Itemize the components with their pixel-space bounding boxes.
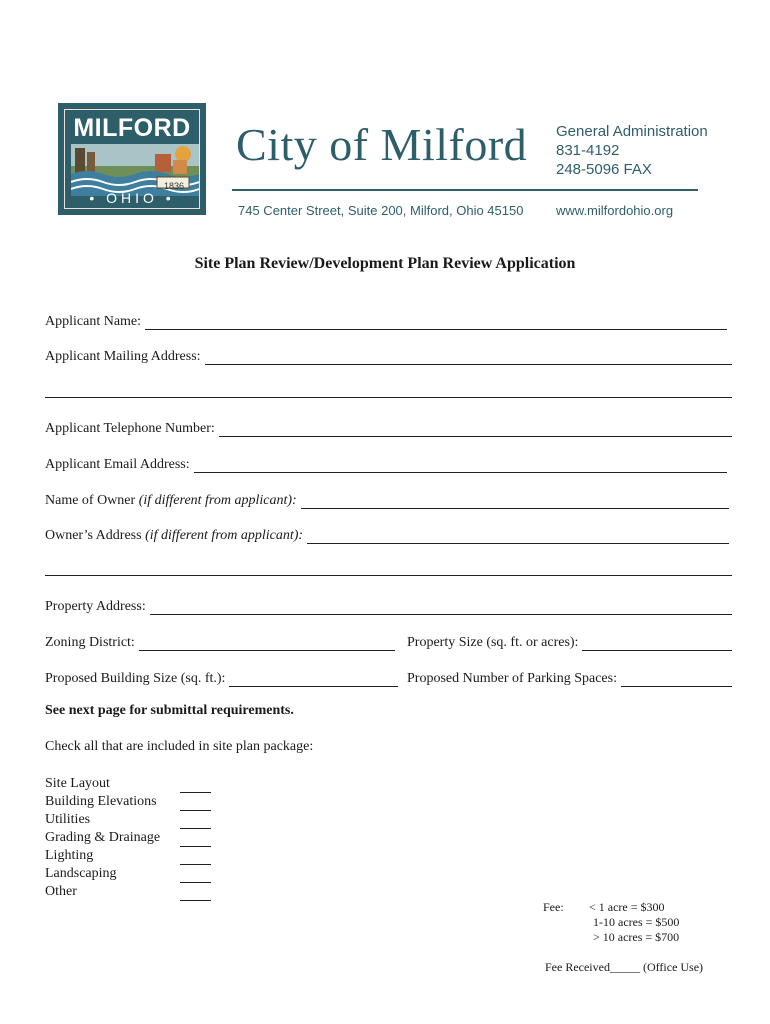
checklist-item-label: Grading & Drainage (45, 830, 161, 845)
property-size-label: Property Size (sq. ft. or acres): (407, 635, 579, 650)
checklist-item[interactable] (45, 883, 211, 901)
checklist-item[interactable] (45, 811, 211, 829)
applicant-name-field[interactable] (45, 312, 727, 330)
owner-address-field[interactable] (45, 526, 729, 544)
checklist-item-label: Lighting (45, 848, 94, 863)
fee-label: Fee: (543, 900, 564, 914)
city-name: City of Milford (236, 119, 528, 170)
owner-name-field[interactable] (45, 491, 729, 509)
building-size-line[interactable] (229, 672, 398, 687)
telephone-label: Applicant Telephone Number: (45, 421, 215, 436)
city-address: 745 Center Street, Suite 200, Milford, Ohio 45150 (238, 203, 524, 218)
fee-tier: < 1 acre = $300 (589, 900, 665, 914)
checklist-blank[interactable] (180, 888, 211, 901)
checklist-blank[interactable] (180, 780, 211, 793)
checklist-item-label: Other (45, 884, 77, 899)
building-size-field[interactable] (45, 669, 398, 687)
property-address-label: Property Address: (45, 599, 146, 614)
zoning-district-label: Zoning District: (45, 635, 135, 650)
applicant-name-label: Applicant Name: (45, 314, 142, 329)
checklist-item-label: Building Elevations (45, 794, 157, 809)
owner-name-line[interactable] (301, 494, 729, 509)
mailing-address-line[interactable] (205, 350, 732, 365)
logo-year: 1836 (163, 181, 185, 191)
fee-schedule (589, 900, 679, 945)
owner-address-line-2[interactable] (45, 575, 732, 576)
checklist (45, 775, 211, 901)
owner-name-label (45, 493, 297, 509)
fee-received: Fee Received_____ (Office Use) (545, 960, 704, 974)
owner-name-note: (if different from applicant): (138, 493, 297, 508)
logo-title: MILFORD (73, 114, 191, 142)
parking-spaces-line[interactable] (621, 672, 732, 687)
admin-contact (556, 122, 708, 179)
checklist-item-label: Utilities (45, 812, 91, 827)
owner-address-note: (if different from applicant): (145, 528, 304, 543)
property-size-line[interactable] (582, 636, 732, 651)
fee-tier: > 10 acres = $700 (593, 930, 680, 944)
owner-address-text: Owner’s Address (45, 528, 142, 543)
zoning-district-line[interactable] (139, 636, 395, 651)
owner-address-label (45, 528, 303, 544)
fee-tier: 1-10 acres = $500 (593, 915, 680, 929)
city-website: www.milfordohio.org (556, 203, 674, 218)
building-size-label: Proposed Building Size (sq. ft.): (45, 671, 226, 686)
checklist-blank[interactable] (180, 834, 211, 847)
zoning-district-field[interactable] (45, 633, 395, 651)
checklist-item[interactable] (45, 829, 211, 847)
checklist-item[interactable] (45, 847, 211, 865)
property-address-line[interactable] (150, 600, 732, 615)
checklist-intro: Check all that are included in site plan package: (45, 739, 314, 754)
property-size-field[interactable] (407, 633, 732, 651)
telephone-field[interactable] (45, 419, 732, 437)
checklist-item[interactable] (45, 865, 211, 883)
checklist-blank[interactable] (180, 870, 211, 883)
checklist-blank[interactable] (180, 816, 211, 829)
checklist-item-label: Site Layout (45, 776, 110, 791)
mailing-address-field[interactable] (45, 347, 732, 365)
admin-department: General Administration (556, 123, 708, 140)
applicant-name-line[interactable] (145, 315, 727, 330)
owner-name-text: Name of Owner (45, 493, 136, 508)
letterhead-divider (232, 189, 698, 191)
parking-spaces-field[interactable] (407, 669, 732, 687)
admin-fax: 248-5096 FAX (556, 161, 652, 178)
admin-phone: 831-4192 (556, 142, 620, 159)
mailing-address-line-2[interactable] (45, 397, 732, 398)
checklist-item-label: Landscaping (45, 866, 117, 881)
property-address-field[interactable] (45, 597, 732, 615)
submittal-note: See next page for submittal requirements. (45, 703, 294, 718)
telephone-line[interactable] (219, 422, 732, 437)
checklist-blank[interactable] (180, 852, 211, 865)
parking-spaces-label: Proposed Number of Parking Spaces: (407, 671, 617, 686)
checklist-blank[interactable] (180, 798, 211, 811)
checklist-item[interactable] (45, 793, 211, 811)
email-line[interactable] (194, 458, 727, 473)
email-label: Applicant Email Address: (45, 457, 190, 472)
city-logo (58, 103, 206, 215)
owner-address-line[interactable] (307, 529, 729, 544)
checklist-item[interactable] (45, 775, 211, 793)
mailing-address-label: Applicant Mailing Address: (45, 349, 201, 364)
email-field[interactable] (45, 455, 727, 473)
logo-state: • OHIO • (89, 190, 175, 206)
form-title: Site Plan Review/Development Plan Review Application (194, 255, 576, 272)
